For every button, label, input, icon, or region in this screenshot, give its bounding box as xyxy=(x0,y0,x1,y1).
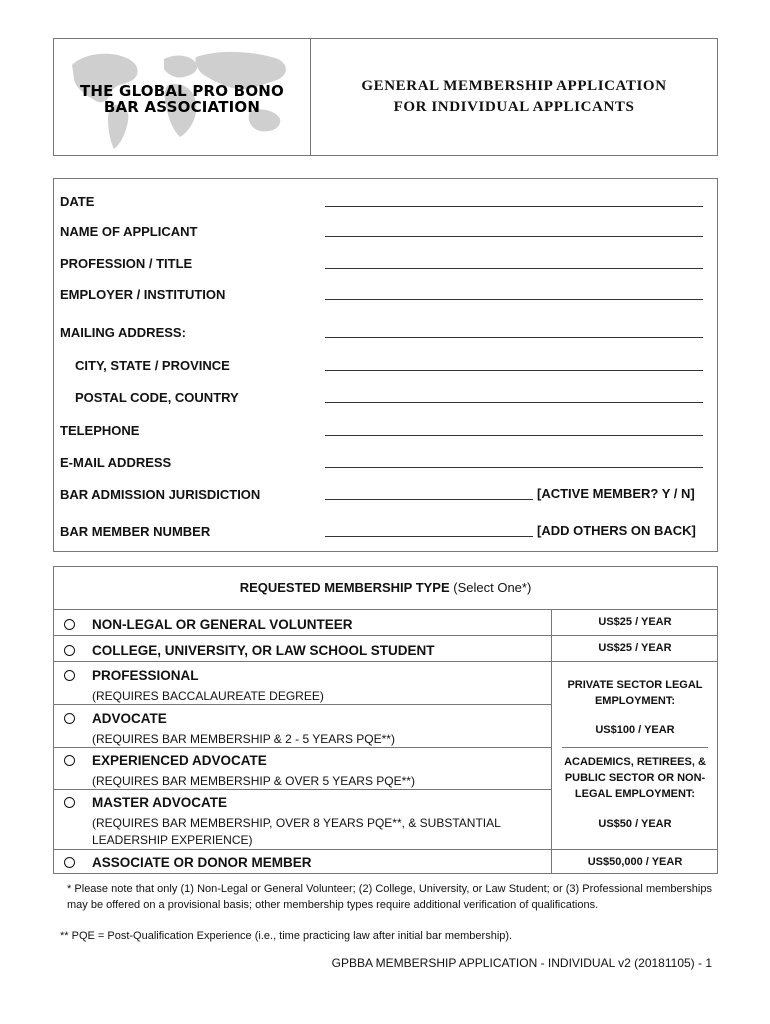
email-field[interactable] xyxy=(325,467,703,468)
membership-heading xyxy=(54,580,717,595)
mailing-field[interactable] xyxy=(325,337,703,338)
divider xyxy=(552,849,718,850)
radio-button[interactable] xyxy=(64,619,75,630)
profession-field[interactable] xyxy=(325,268,703,269)
name-field[interactable] xyxy=(325,236,703,237)
divider xyxy=(562,747,708,748)
profession-label: PROFESSION / TITLE xyxy=(60,256,193,271)
logo-line-2: BAR ASSOCIATION xyxy=(103,98,261,116)
divider xyxy=(552,635,718,636)
postal-label: POSTAL CODE, COUNTRY xyxy=(75,390,239,405)
membership-prices xyxy=(551,609,718,873)
applicant-info-section xyxy=(53,178,718,552)
divider xyxy=(54,635,551,636)
public-sector-label: ACADEMICS, RETIREES, & PUBLIC SECTOR OR NON-LEGAL EMPLOYMENT: xyxy=(564,756,706,800)
radio-button[interactable] xyxy=(64,645,75,656)
radio-button[interactable] xyxy=(64,857,75,868)
logo-line-1: THE GLOBAL PRO BONO xyxy=(80,82,284,100)
membership-heading-note: (Select One*) xyxy=(449,580,532,595)
price-volunteer: US$25 / YEAR xyxy=(598,616,672,628)
price-public-sector: US$50 / YEAR xyxy=(598,818,672,830)
footnote-provisional: * Please note that only (1) Non-Legal or General Volunteer; (2) College, University, or Law Student; or (3) Professional memberships may be offered on a provisional basis; other membership types require additional verification of qualifications. xyxy=(67,883,712,911)
membership-options xyxy=(54,609,551,873)
employer-label: EMPLOYER / INSTITUTION xyxy=(60,287,226,302)
bar-jurisdiction-label: BAR ADMISSION JURISDICTION xyxy=(60,487,261,502)
price-private-sector: US$100 / YEAR xyxy=(595,724,675,736)
divider xyxy=(54,849,551,850)
bar-jurisdiction-field[interactable] xyxy=(325,499,533,500)
city-field[interactable] xyxy=(325,370,703,371)
footnote-pqe: ** PQE = Post-Qualification Experience (i.e., time practicing law after initial bar membership). xyxy=(60,930,513,942)
active-member-note: [ACTIVE MEMBER? Y / N] xyxy=(537,486,695,501)
employer-field[interactable] xyxy=(325,299,703,300)
telephone-field[interactable] xyxy=(325,435,703,436)
bar-number-field[interactable] xyxy=(325,536,533,537)
price-student: US$25 / YEAR xyxy=(598,642,672,654)
bar-number-label: BAR MEMBER NUMBER xyxy=(60,524,211,539)
city-label: CITY, STATE / PROVINCE xyxy=(75,358,230,373)
divider xyxy=(54,661,551,662)
radio-button[interactable] xyxy=(64,713,75,724)
telephone-label: TELEPHONE xyxy=(60,423,140,438)
radio-button[interactable] xyxy=(64,755,75,766)
add-others-note: [ADD OTHERS ON BACK] xyxy=(537,523,696,538)
divider xyxy=(54,789,551,790)
private-sector-label: PRIVATE SECTOR LEGAL EMPLOYMENT: xyxy=(567,679,703,707)
date-label: DATE xyxy=(60,194,95,209)
price-associate: US$50,000 / YEAR xyxy=(587,856,683,868)
logo-text xyxy=(54,83,310,115)
form-header xyxy=(53,38,718,156)
form-title xyxy=(311,39,717,155)
option-requirement: (REQUIRES BAR MEMBERSHIP & 2 - 5 YEARS PQE**) xyxy=(92,732,395,746)
page-footer: GPBBA MEMBERSHIP APPLICATION - INDIVIDUAL v2 (20181105) - 1 xyxy=(331,956,712,970)
divider xyxy=(54,704,551,705)
email-label: E-MAIL ADDRESS xyxy=(60,455,172,470)
logo xyxy=(54,39,311,155)
membership-type-section xyxy=(53,566,718,874)
radio-button[interactable] xyxy=(64,670,75,681)
option-requirement: (REQUIRES BACCALAUREATE DEGREE) xyxy=(92,689,324,703)
option-title: PROFESSIONAL xyxy=(92,668,199,683)
radio-button[interactable] xyxy=(64,797,75,808)
option-title: ASSOCIATE OR DONOR MEMBER xyxy=(92,855,312,870)
mailing-label: MAILING ADDRESS: xyxy=(60,325,186,340)
title-line-1: GENERAL MEMBERSHIP APPLICATION xyxy=(361,78,667,94)
option-requirement: (REQUIRES BAR MEMBERSHIP, OVER 8 YEARS PQE**, & SUBSTANTIAL LEADERSHIP EXPERIENCE) xyxy=(92,816,501,847)
postal-field[interactable] xyxy=(325,402,703,403)
option-title: EXPERIENCED ADVOCATE xyxy=(92,753,267,768)
membership-heading-bold: REQUESTED MEMBERSHIP TYPE xyxy=(239,580,450,595)
title-line-2: FOR INDIVIDUAL APPLICANTS xyxy=(393,99,635,115)
date-field[interactable] xyxy=(325,206,703,207)
option-title: NON-LEGAL OR GENERAL VOLUNTEER xyxy=(92,617,353,632)
option-title: COLLEGE, UNIVERSITY, OR LAW SCHOOL STUDENT xyxy=(92,643,435,658)
option-title: MASTER ADVOCATE xyxy=(92,795,227,810)
divider xyxy=(54,747,551,748)
option-requirement: (REQUIRES BAR MEMBERSHIP & OVER 5 YEARS PQE**) xyxy=(92,774,415,788)
option-title: ADVOCATE xyxy=(92,711,167,726)
divider xyxy=(552,661,718,662)
name-label: NAME OF APPLICANT xyxy=(60,224,198,239)
